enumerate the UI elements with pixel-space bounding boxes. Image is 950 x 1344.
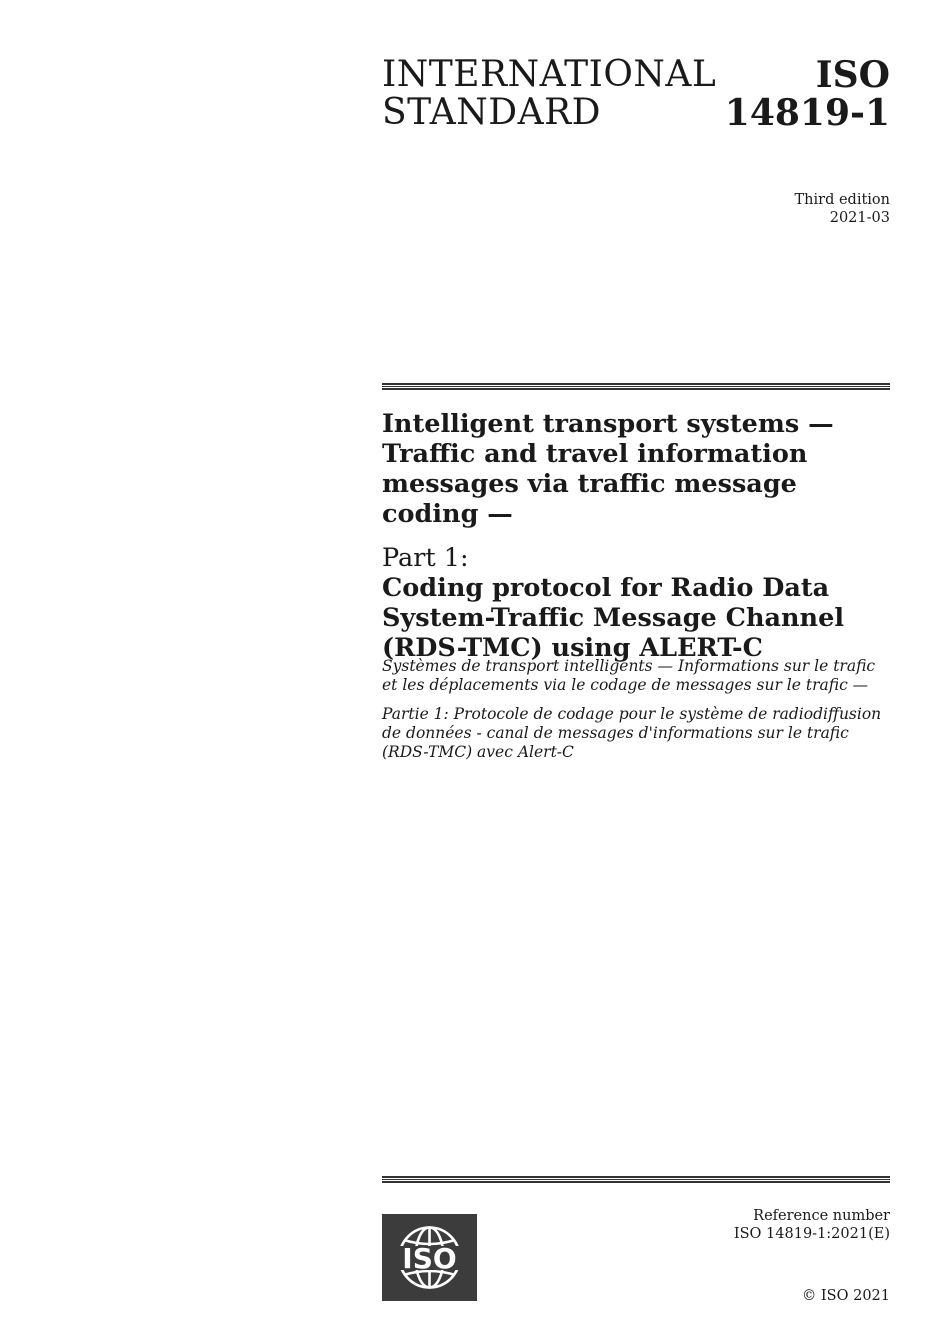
- edition-info: [794, 191, 890, 227]
- french-part-title: Partie 1: Protocole de codage pour le système de radiodiffusion de données - canal de messages d'informations sur le trafic (RDS-TMC) avec Alert-C: [382, 705, 882, 761]
- main-title: Intelligent transport systems — Traffic and travel information messages via traffic message coding —: [382, 409, 834, 529]
- iso-logo-graphic: [382, 1214, 477, 1301]
- part-title: Coding protocol for Radio Data System-Traffic Message Channel (RDS-TMC) using ALERT-C: [382, 573, 845, 663]
- iso-logo-text: ISO: [402, 1242, 457, 1275]
- part-label: Part 1:: [382, 543, 469, 573]
- french-title-block: [382, 657, 894, 762]
- document-type-line1: INTERNATIONAL: [382, 54, 717, 95]
- title-block: [382, 409, 894, 663]
- standard-number: 14819-1: [724, 92, 890, 134]
- copyright-notice: © ISO 2021: [801, 1288, 890, 1304]
- reference-number-block: [734, 1207, 890, 1243]
- standard-identifier: [725, 56, 890, 132]
- french-main-title: Systèmes de transport intelligents — Informations sur le trafic et les déplacements via le codage de messages sur le trafic —: [382, 657, 876, 694]
- bottom-divider: [382, 1176, 890, 1183]
- top-divider: [382, 383, 890, 390]
- reference-number: ISO 14819-1:2021(E): [733, 1226, 890, 1242]
- iso-logo-icon: [382, 1214, 477, 1301]
- document-type: [382, 56, 716, 132]
- standard-org: ISO: [815, 54, 890, 96]
- edition-label: Third edition: [794, 192, 890, 208]
- reference-label: Reference number: [753, 1208, 890, 1224]
- edition-date: 2021-03: [829, 210, 890, 226]
- document-type-line2: STANDARD: [382, 92, 602, 133]
